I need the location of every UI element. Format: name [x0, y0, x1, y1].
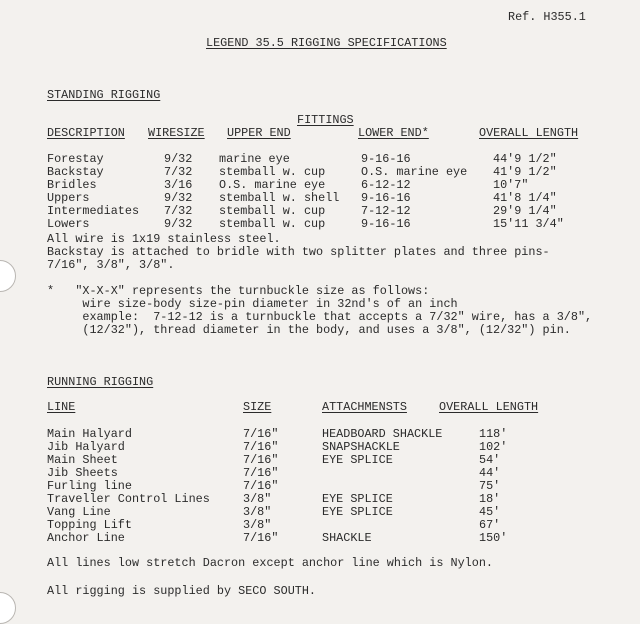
- cell-upper-end: stemball w. cup: [219, 204, 326, 218]
- cell-description: Lowers: [47, 217, 90, 231]
- binder-hole: [0, 592, 16, 624]
- col-attachments-header: ATTACHMENSTS: [322, 400, 407, 414]
- cell-overall-length: 18': [479, 492, 501, 506]
- col-upper-end-header: UPPER END: [227, 126, 291, 140]
- cell-lower-end: O.S. marine eye: [361, 165, 468, 179]
- cell-size: 7/16": [243, 531, 279, 545]
- cell-attachments: EYE SPLICE: [322, 453, 393, 467]
- cell-line: Main Sheet: [47, 453, 118, 467]
- cell-line: Furling line: [47, 479, 132, 493]
- cell-overall-length: 54': [479, 453, 501, 467]
- cell-line: Vang Line: [47, 505, 111, 519]
- reference-number: Ref. H355.1: [508, 10, 586, 24]
- cell-overall-length: 15'11 3/4": [493, 217, 564, 231]
- page-title: LEGEND 35.5 RIGGING SPECIFICATIONS: [206, 36, 447, 50]
- cell-overall-length: 44'9 1/2": [493, 152, 557, 166]
- col-overall-length-header: OVERALL LENGTH: [479, 126, 579, 140]
- cell-overall-length: 102': [479, 440, 508, 454]
- cell-size: 7/16": [243, 479, 279, 493]
- cell-line: Topping Lift: [47, 518, 132, 532]
- cell-overall-length: 75': [479, 479, 501, 493]
- cell-overall-length: 41'9 1/2": [493, 165, 557, 179]
- standing-note-backstay-1: Backstay is attached to bridle with two splitter plates and three pins-: [47, 245, 550, 259]
- cell-size: 7/16": [243, 440, 279, 454]
- col-wiresize-header: WIRESIZE: [148, 126, 205, 140]
- cell-line: Anchor Line: [47, 531, 125, 545]
- col-description-header: DESCRIPTION: [47, 126, 125, 140]
- cell-overall-length: 41'8 1/4": [493, 191, 557, 205]
- col-line-header: LINE: [47, 400, 76, 414]
- running-rigging-heading: RUNNING RIGGING: [47, 375, 154, 389]
- footnote-line: example: 7-12-12 is a turnbuckle that accepts a 7/32" wire, has a 3/8",: [47, 310, 593, 324]
- running-header-row: [0, 401, 640, 414]
- cell-lower-end: 6-12-12: [361, 178, 411, 192]
- cell-overall-length: 150': [479, 531, 508, 545]
- binder-hole: [0, 260, 16, 292]
- cell-description: Uppers: [47, 191, 90, 205]
- standing-note-backstay-2: 7/16", 3/8", 3/8".: [47, 258, 175, 272]
- cell-overall-length: 45': [479, 505, 501, 519]
- cell-attachments: HEADBOARD SHACKLE: [322, 427, 443, 441]
- standing-header-row: [0, 127, 640, 140]
- cell-wiresize: 9/32: [164, 217, 193, 231]
- cell-description: Backstay: [47, 165, 104, 179]
- col-overall-length-header: OVERALL LENGTH: [439, 400, 539, 414]
- running-note-dacron: All lines low stretch Dacron except anchor line which is Nylon.: [47, 556, 493, 570]
- col-lower-end-header: LOWER END*: [358, 126, 429, 140]
- cell-wiresize: 3/16: [164, 178, 193, 192]
- cell-size: 3/8": [243, 505, 272, 519]
- cell-upper-end: stemball w. cup: [219, 165, 326, 179]
- cell-description: Intermediates: [47, 204, 140, 218]
- cell-attachments: SHACKLE: [322, 531, 372, 545]
- cell-upper-end: marine eye: [219, 152, 290, 166]
- cell-overall-length: 67': [479, 518, 501, 532]
- col-size-header: SIZE: [243, 400, 272, 414]
- cell-size: 7/16": [243, 466, 279, 480]
- cell-overall-length: 44': [479, 466, 501, 480]
- cell-wiresize: 7/32: [164, 165, 193, 179]
- cell-upper-end: stemball w. shell: [219, 191, 340, 205]
- cell-size: 7/16": [243, 427, 279, 441]
- cell-lower-end: 7-12-12: [361, 204, 411, 218]
- standing-note-wire: All wire is 1x19 stainless steel.: [47, 232, 281, 246]
- fittings-label: FITTINGS: [297, 113, 354, 127]
- cell-overall-length: 29'9 1/4": [493, 204, 557, 218]
- cell-attachments: EYE SPLICE: [322, 505, 393, 519]
- cell-overall-length: 10'7": [493, 178, 529, 192]
- cell-lower-end: 9-16-16: [361, 191, 411, 205]
- table-row: [0, 218, 640, 231]
- footnote-line: * "X-X-X" represents the turnbuckle size as follows:: [47, 284, 430, 298]
- cell-size: 7/16": [243, 453, 279, 467]
- cell-wiresize: 7/32: [164, 204, 193, 218]
- cell-attachments: SNAPSHACKLE: [322, 440, 400, 454]
- cell-line: Jib Sheets: [47, 466, 118, 480]
- cell-upper-end: stemball w. cup: [219, 217, 326, 231]
- cell-wiresize: 9/32: [164, 152, 193, 166]
- cell-attachments: EYE SPLICE: [322, 492, 393, 506]
- footnote-line: wire size-body size-pin diameter in 32nd's of an inch: [47, 297, 458, 311]
- standing-rigging-heading: STANDING RIGGING: [47, 88, 161, 102]
- cell-overall-length: 118': [479, 427, 508, 441]
- cell-lower-end: 9-16-16: [361, 152, 411, 166]
- cell-line: Jib Halyard: [47, 440, 125, 454]
- cell-description: Bridles: [47, 178, 97, 192]
- cell-size: 3/8": [243, 518, 272, 532]
- cell-lower-end: 9-16-16: [361, 217, 411, 231]
- running-note-supplier: All rigging is supplied by SECO SOUTH.: [47, 584, 317, 598]
- cell-upper-end: O.S. marine eye: [219, 178, 326, 192]
- cell-line: Traveller Control Lines: [47, 492, 210, 506]
- cell-line: Main Halyard: [47, 427, 132, 441]
- cell-wiresize: 9/32: [164, 191, 193, 205]
- cell-description: Forestay: [47, 152, 104, 166]
- table-row: [0, 532, 640, 545]
- cell-size: 3/8": [243, 492, 272, 506]
- footnote-line: (12/32"), thread diameter in the body, and uses a 3/8", (12/32") pin.: [47, 323, 571, 337]
